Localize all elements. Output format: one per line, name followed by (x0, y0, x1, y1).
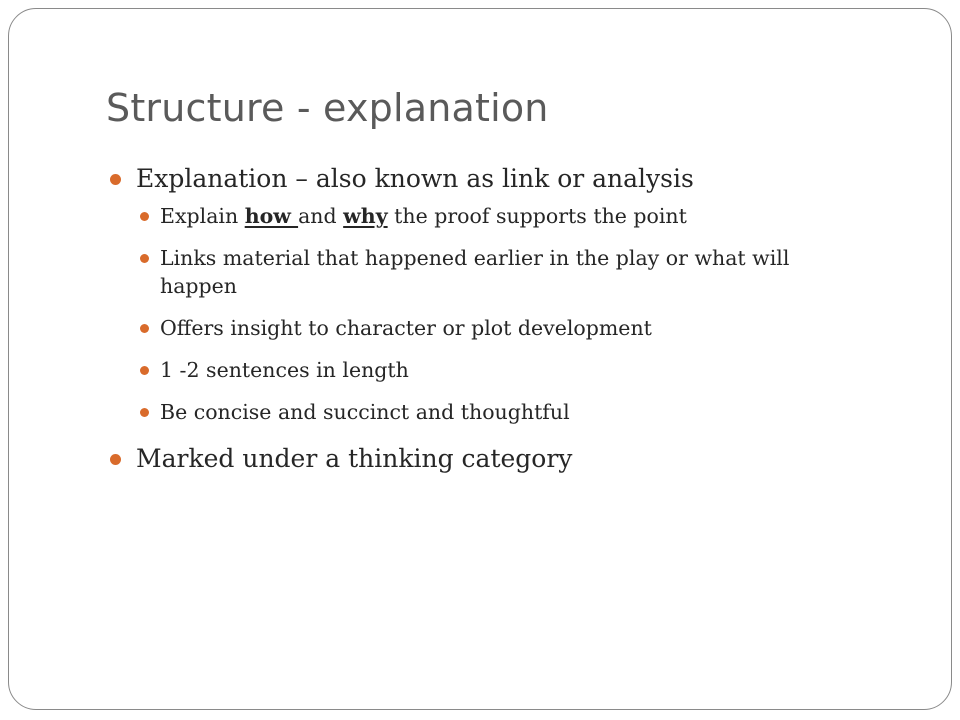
sub-bullet-explain (140, 202, 870, 230)
text-explain-pre: Explain (160, 204, 245, 228)
sub-bullet-insight (140, 314, 870, 342)
sub-bullet-text: 1 -2 sentences in length (160, 358, 409, 382)
bullet-dot-icon (140, 254, 149, 263)
emphasis-how: how (244, 204, 299, 228)
bullet-dot-icon (140, 366, 149, 375)
slide-content (110, 160, 870, 478)
text-explain-post: the proof supports the point (387, 204, 687, 228)
bullet-dot-icon (140, 212, 149, 221)
bullet-explanation (110, 160, 870, 426)
sub-bullet-concise (140, 398, 870, 426)
sub-bullet-text: Offers insight to character or plot development (160, 316, 652, 340)
bullet-dot-icon (110, 454, 121, 465)
bullet-list (110, 160, 870, 478)
emphasis-why: why (343, 204, 388, 228)
text-explain-mid: and (298, 204, 344, 228)
sub-bullet-text: Be concise and succinct and thoughtful (160, 400, 570, 424)
sub-bullet-text (160, 204, 687, 228)
sub-bullet-links (140, 244, 870, 300)
sub-bullet-length (140, 356, 870, 384)
sub-bullet-list (136, 202, 870, 426)
bullet-marked (110, 440, 870, 478)
bullet-dot-icon (110, 174, 121, 185)
bullet-text: Explanation – also known as link or analysis (136, 164, 694, 193)
sub-bullet-text: Links material that happened earlier in the play or what will happen (160, 246, 790, 298)
bullet-dot-icon (140, 408, 149, 417)
slide-title: Structure - explanation (106, 86, 549, 130)
bullet-text: Marked under a thinking category (136, 444, 573, 473)
bullet-dot-icon (140, 324, 149, 333)
